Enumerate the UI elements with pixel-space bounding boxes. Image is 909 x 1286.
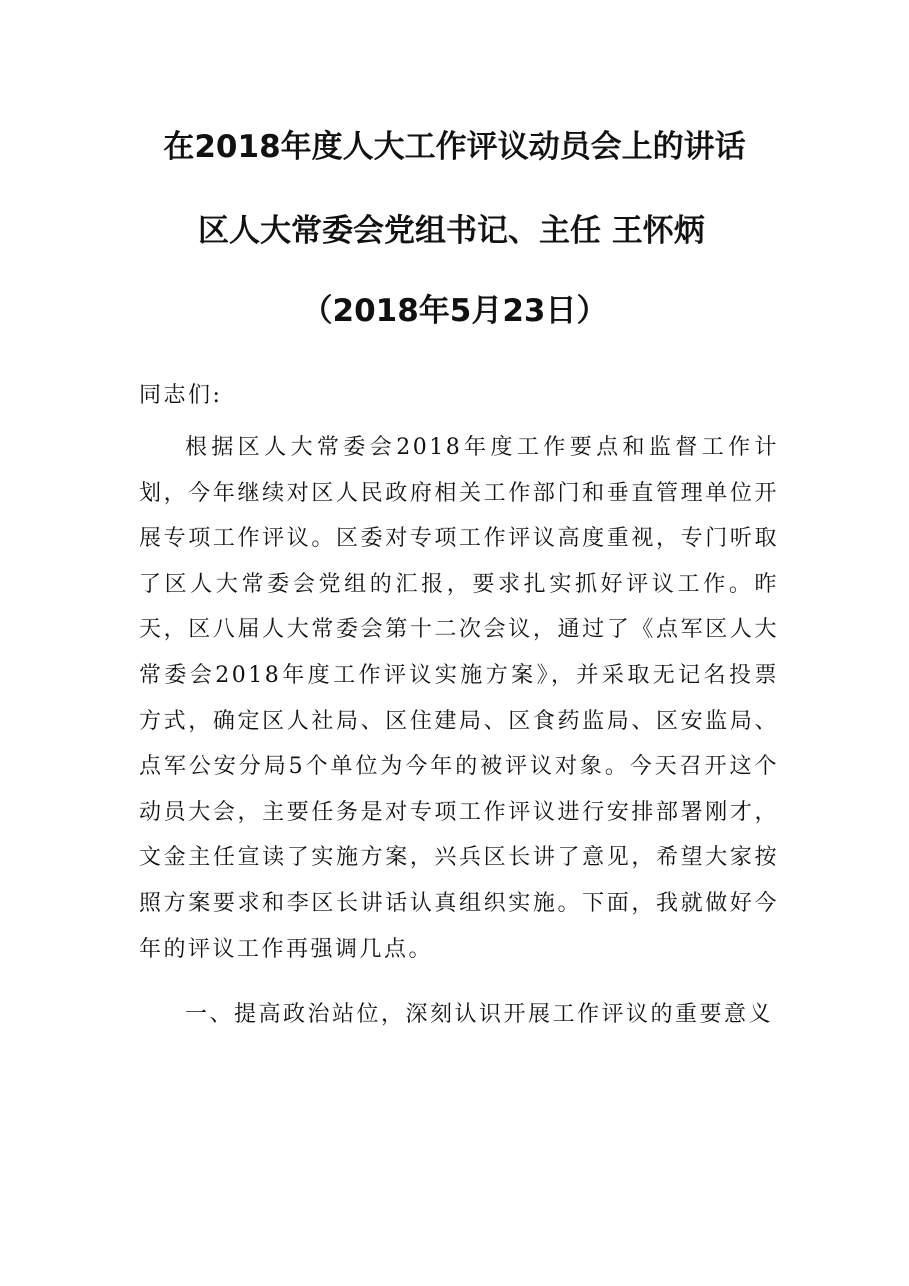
salutation: 同志们: [139,383,223,408]
section-heading: 一、提高政治站位，深刻认识开展工作评议的重要意义 [185,1002,774,1027]
document-title: 在2018年度人大工作评议动员会上的讲话 [163,129,746,165]
body-paragraph: 根据区人大常委会2018年度工作要点和监督工作计划，今年继续对区人民政府相关工作部门和垂直管理单位开展专项工作评议。区委对专项工作评议高度重视，专门听取了区人大常委会党组的汇报，要求扎实抓好评议工作。昨天，区八届人大常委会第十二次会议，通过了《点军区人大常委会2018年度工作评议实施方案》，并采取无记名投票方式，确定区人社局、区住建局、区食药监局、区安监局、点军公安分局5个单位为今年的被评议对象。今天召开这个动员大会，主要任务是对专项工作评议进行安排部署刚才，文金主任宣读了实施方案，兴兵区长讲了意见，希望大家按照方案要求和李区长讲话认真组织实施。下面，我就做好今年的评议工作再强调几点。 [139,435,779,962]
speaker-line: 区人大常委会党组书记、主任 王怀炳 [198,213,705,249]
speech-date: （2018年5月23日） [301,293,608,329]
